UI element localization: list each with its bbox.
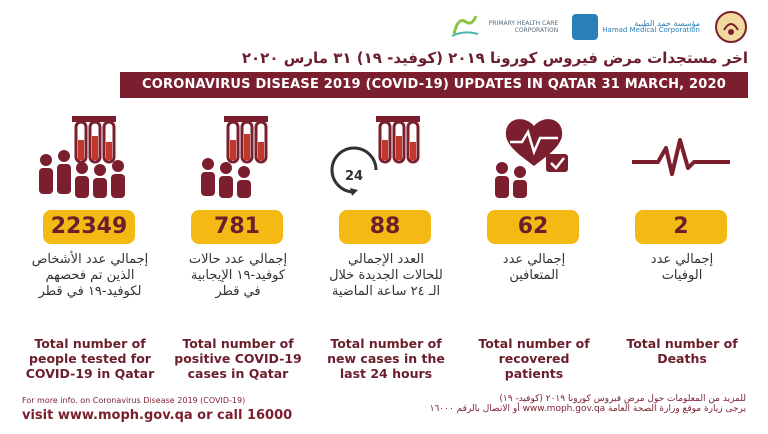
stat-label-en-recovered: Total number of recovered patients <box>478 336 590 381</box>
phcc-logo-icon <box>448 12 484 42</box>
stat-label-en-positive: Total number of positive COVID-19 cases in Qatar <box>174 336 302 381</box>
hmc-logo-en: Hamad Medical Corporation <box>602 26 700 34</box>
footer-ar-website-call[interactable]: يرجى زيارة موقع وزارة الصحة العامة www.moph.gov.qa أو الاتصال بالرقم ١٦٠٠٠ <box>429 404 746 414</box>
qatar-emblem-icon <box>714 10 748 44</box>
hmc-logo <box>572 14 700 40</box>
recovered-heart-icon <box>464 112 604 202</box>
stat-label-en-new-cases: Total number of new cases in the last 24 hours <box>327 336 445 381</box>
stat-label-ar-positive: إجمالي عدد حالات كوفيد-١٩ الإيجابية في قطر <box>188 252 288 299</box>
stat-card-new-cases <box>316 112 456 402</box>
24h-tubes-icon <box>316 112 456 202</box>
stat-card-tested <box>20 112 160 402</box>
footer-website-call[interactable]: visit www.moph.gov.qa or call 16000 <box>22 408 293 423</box>
people-positive-tubes-icon <box>168 112 308 202</box>
stat-card-deaths <box>612 112 752 402</box>
stat-label-ar-new-cases: العدد الإجمالي للحالات الجديدة خلال الـ ٢٤ ساعة الماضية <box>329 252 443 299</box>
stat-value-recovered: 62 <box>487 210 579 244</box>
stat-value-positive: 781 <box>191 210 283 244</box>
stat-value-deaths: 2 <box>635 210 727 244</box>
stat-label-ar-recovered: إجمالي عدد المتعافين <box>502 252 566 283</box>
title-arabic: اخر مستجدات مرض فيروس كورونا ٢٠١٩ (كوفيد- ١٩) ٣١ مارس ٢٠٢٠ <box>241 49 748 67</box>
stat-label-en-deaths: Total number of Deaths <box>626 336 738 366</box>
footer-info-line: For more info. on Coronavirus Disease 2019 (COVID-19) <box>22 396 246 405</box>
footer-arabic <box>430 394 746 414</box>
stat-label-ar-tested: إجمالي عدد الأشخاص الذين تم فحصهم لكوفيد-١٩ في قطر <box>31 252 149 299</box>
footer-english <box>22 396 292 423</box>
hmc-logo-icon <box>572 14 598 40</box>
stat-label-en-tested: Total number of people tested for COVID-19 in Qatar <box>25 336 155 381</box>
people-test-tubes-icon <box>20 112 160 202</box>
hmc-logo-ar: مؤسسة حمد الطبية <box>634 19 700 28</box>
phcc-logo <box>448 12 558 42</box>
logos-bar <box>448 8 748 46</box>
title-english: CORONAVIRUS DISEASE 2019 (COVID-19) UPDATES IN QATAR 31 MARCH, 2020 <box>120 72 748 98</box>
title-banner <box>140 46 748 98</box>
footer-ar-info-line: للمزيد من المعلومات حول مرض فيروس كورونا ٢٠١٩ (كوفيد- ١٩) <box>499 394 746 404</box>
stat-value-new-cases: 88 <box>339 210 431 244</box>
phcc-logo-text: PRIMARY HEALTH CARE CORPORATION <box>488 20 559 34</box>
stat-label-ar-deaths: إجمالي عدد الوفيات <box>650 252 714 283</box>
stat-card-positive <box>168 112 308 402</box>
stat-value-tested: 22349 <box>43 210 135 244</box>
clock-24-label: 24 <box>344 169 364 184</box>
heartbeat-line-icon <box>612 112 752 202</box>
stat-card-recovered <box>464 112 604 402</box>
